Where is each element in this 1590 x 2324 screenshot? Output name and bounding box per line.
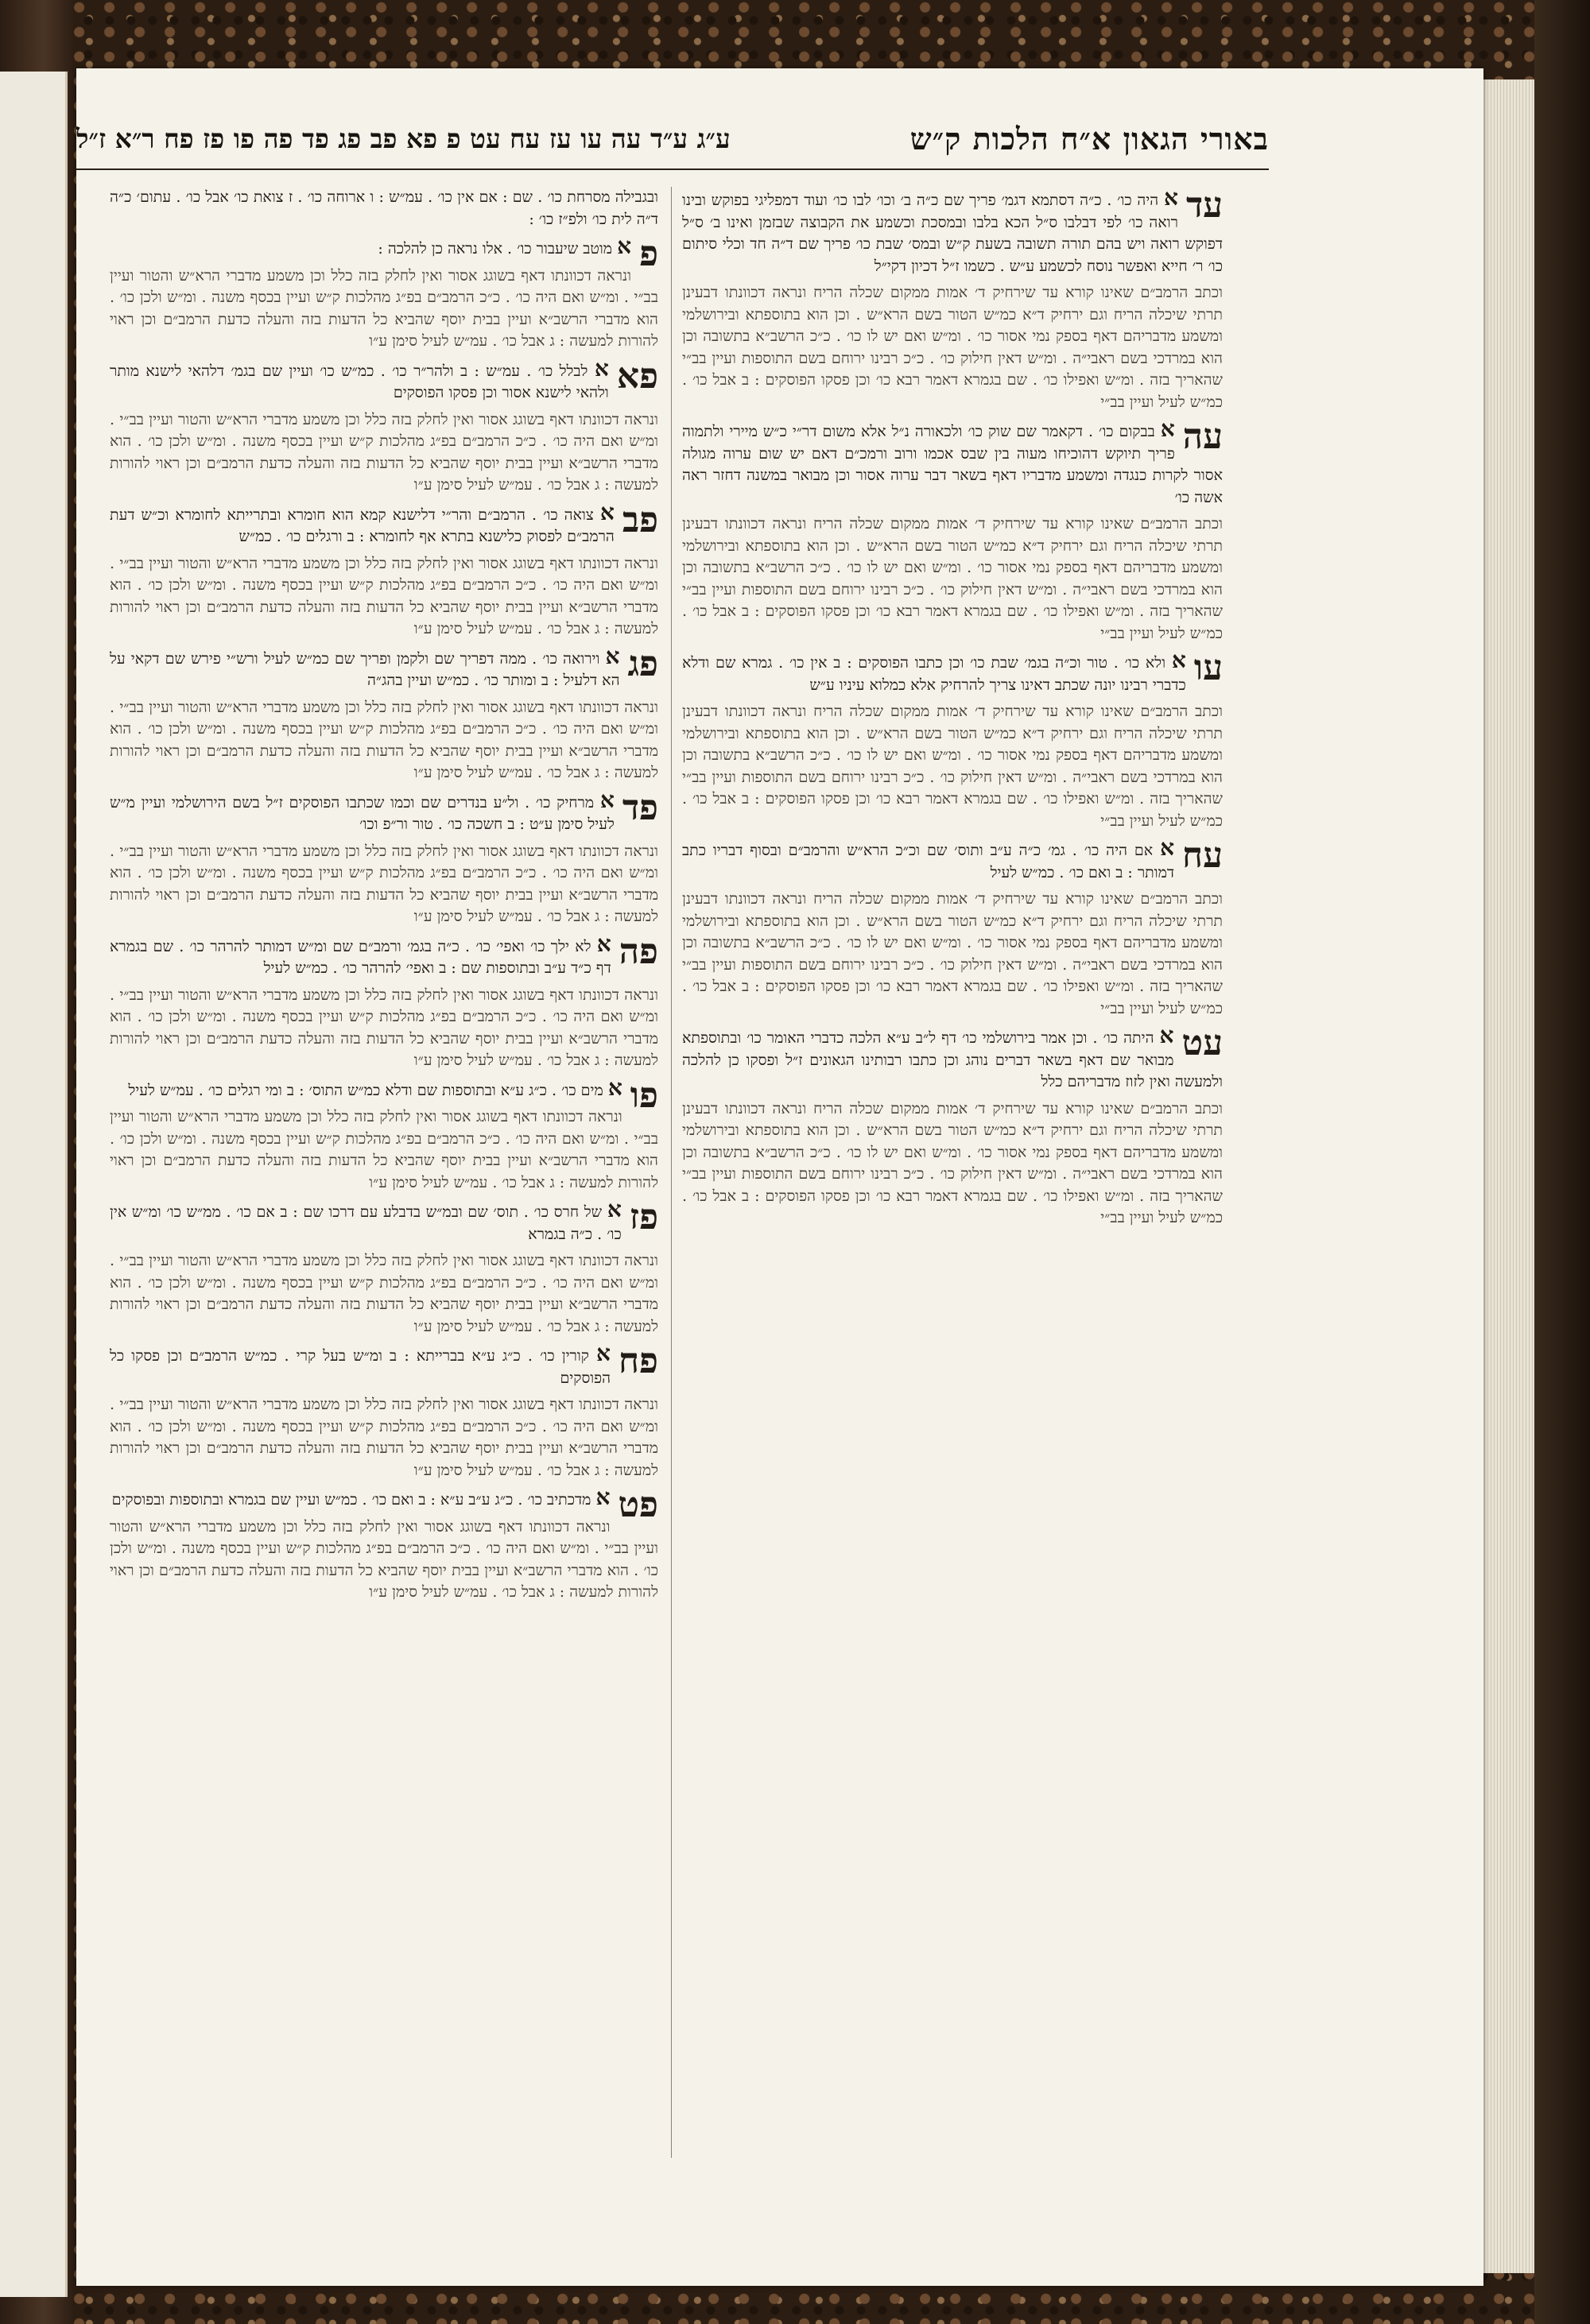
commentary-continuation: [110, 697, 658, 784]
column-top-lines: ובגבילה מסרחת כו׳ . שם : אם אין כו׳ . עמ״ש : ו ארוחה כו׳ . ז צואת כו׳ אבל כו׳ . עתום׳ כ״ה ד״ה לית כו׳ ולפ״ז כו׳ :: [110, 188, 658, 228]
book-spine-right: [1534, 0, 1590, 2324]
commentary-section: [110, 1074, 658, 1116]
section-text: אם היה כו׳ . גמ׳ כ״ה ע״ב ותוס׳ שם וכ״כ הרא״ש והרמב״ם ובסוף דבריו כתב דמותר : ב ואם כו׳ . כמ״ש לעיל: [682, 842, 1175, 881]
continuation-text: וכתב הרמב״ם שאינו קורא עד שירחיק ד׳ אמות ממקום שכלה הריח ונראה דכוונתו דבעינן תרתי שיכלה הריח וגם ירחיק ד״א כמ״ש הטור בשם הרא״ש . וכן הוא בתוספתא ובירושלמי ומשמע מדבריהם דאף בספק נמי אסור כו׳ . ומ״ש ואם יש לו כו׳ . כ״כ הרשב״א בתשובה וכן הוא במרדכי בשם ראבי״ה . ומ״ש דאין חילוק כו׳ . כ״כ רבינו ירוחם בשם התוספות ועיין בב״י שהאריך בזה . ומ״ש ואפילו כו׳ . שם בגמרא דאמר רבא כו׳ וכן פסקו הפוסקים : ב אבל כו׳ . כמ״ש לעיל ועיין בב״י: [682, 515, 1223, 642]
commentary-section: [682, 1024, 1223, 1094]
commentary-continuation: [682, 513, 1223, 645]
section-siman-number: פט: [618, 1485, 658, 1525]
commentary-continuation: [110, 1394, 658, 1482]
commentary-section: [110, 930, 658, 980]
section-siman-number: עד: [1185, 187, 1223, 226]
section-text: מים כו׳ . כ״ג ע״א ובתוספות שם ודלא כמ״ש התוס׳ : ב ומי רגלים כו׳ . עמ״ש לעיל: [128, 1081, 603, 1099]
commentary-continuation: [110, 1250, 658, 1338]
continuation-text: וכתב הרמב״ם שאינו קורא עד שירחיק ד׳ אמות ממקום שכלה הריח ונראה דכוונתו דבעינן תרתי שיכלה הריח וגם ירחיק ד״א כמ״ש הטור בשם הרא״ש . וכן הוא בתוספתא ובירושלמי ומשמע מדבריהם דאף בספק נמי אסור כו׳ . ומ״ש ואם יש לו כו׳ . כ״כ הרשב״א בתשובה וכן הוא במרדכי בשם ראבי״ה . ומ״ש דאין חילוק כו׳ . כ״כ רבינו ירוחם בשם התוספות ועיין בב״י שהאריך בזה . ומ״ש ואפילו כו׳ . שם בגמרא דאמר רבא כו׳ וכן פסקו הפוסקים : ב אבל כו׳ . כמ״ש לעיל ועיין בב״י: [682, 284, 1223, 411]
commentary-continuation: [682, 282, 1223, 413]
section-siman-number: עח: [1182, 835, 1223, 876]
section-seif-letter: א: [595, 1484, 611, 1510]
continuation-text: ונראה דכוונתו דאף בשוגג אסור ואין לחלק בזה כלל וכן משמע מדברי הרא״ש והטור ועיין בב״י . ומ״ש ואם היה כו׳ . כ״כ הרמב״ם בפ״ג מהלכות ק״ש ועיין בכסף משנה . ומ״ש ולכן כו׳ . הוא מדברי הרשב״א ועיין בבית יוסף שהביא כל הדעות בזה והעלה כדעת הרמב״ם וכן ראוי להורות למעשה : ג אבל כו׳ . עמ״ש לעיל סימן ע״ו: [110, 986, 658, 1069]
section-seif-letter: א: [594, 354, 609, 382]
section-seif-letter: א: [605, 642, 620, 669]
commentary-continuation: [110, 409, 658, 497]
facing-page-edge: [0, 72, 68, 2297]
commentary-section: [110, 642, 658, 692]
section-siman-number: פד: [622, 787, 658, 828]
section-siman-number: פז: [629, 1197, 658, 1238]
header-section-refs: ע״ג ע״ד עה עו עז עח עט פ פא פב פג פד פה פו פז פח ר״א ז״ל: [76, 123, 731, 154]
section-seif-letter: א: [607, 1074, 622, 1101]
continuation-text: וכתב הרמב״ם שאינו קורא עד שירחיק ד׳ אמות ממקום שכלה הריח ונראה דכוונתו דבעינן תרתי שיכלה הריח וגם ירחיק ד״א כמ״ש הטור בשם הרא״ש . וכן הוא בתוספתא ובירושלמי ומשמע מדבריהם דאף בספק נמי אסור כו׳ . ומ״ש ואם יש לו כו׳ . כ״כ הרשב״א בתשובה וכן הוא במרדכי בשם ראבי״ה . ומ״ש דאין חילוק כו׳ . כ״כ רבינו ירוחם בשם התוספות ועיין בב״י שהאריך בזה . ומ״ש ואפילו כו׳ . שם בגמרא דאמר רבא כו׳ וכן פסקו הפוסקים : ב אבל כו׳ . כמ״ש לעיל ועיין בב״י: [682, 703, 1223, 830]
commentary-continuation: [110, 1106, 658, 1194]
commentary-section: [110, 1484, 658, 1525]
commentary-continuation: [682, 1098, 1223, 1230]
section-siman-number: עט: [1181, 1023, 1223, 1063]
section-siman-number: עו: [1193, 648, 1223, 688]
section-text: מוטב שיעבור כו׳ . אלו נראה כן להלכה :: [378, 240, 613, 258]
section-text: בבקום כו׳ . דקאמר שם שוק כו׳ ולכאורה נ״ל אלא משום דר״י כ״ש מיירי ולתמוה פריך תיוקש דהוכיחו מעוה בין שבס אכמו ורוב ורמכ״ם דאם יש שום ערוה מגולה אסור לקרות כנגדה ומשמע מדבריו דאף בשאר דבר ערוה אסור וכן מבואר במשנה דחזר ראה אשה כו׳: [682, 423, 1223, 506]
continuation-text: ונראה דכוונתו דאף בשוגג אסור ואין לחלק בזה כלל וכן משמע מדברי הרא״ש והטור ועיין בב״י . ומ״ש ואם היה כו׳ . כ״כ הרמב״ם בפ״ג מהלכות ק״ש ועיין בכסף משנה . ומ״ש ולכן כו׳ . הוא מדברי הרשב״א ועיין בבית יוסף שהביא כל הדעות בזה והעלה כדעת הרמב״ם וכן ראוי להורות למעשה : ג אבל כו׳ . עמ״ש לעיל סימן ע״ו: [110, 554, 658, 637]
section-text: מדכתיב כו׳ . כ״ג ע״ב ע״א : ב ואם כו׳ . כמ״ש ועיין שם בגמרא ובתוספות ובפוסקים: [111, 1491, 591, 1509]
section-siman-number: פא: [616, 355, 658, 397]
section-text: היה כו׳ . כ״ה דסתמא דגמ׳ פריך שם כ״ה ב׳ וכו׳ לבו כו׳ ועוד דמפליגי בפוקש ובינו רואה כו׳ לפי דבלבו ס״ל הכא בלבו ובמסכת וכשמע את הקבוצה שבזמן ואינו ב׳ ס״ל דפוקש רואה ויש בהם תורה תשובה בשעת ק״ש ובמס׳ שבת כו׳ פריך שם ד״ה חד וכלי סיתום כו׳ ר׳ חייא ואפשר נוסח לכשמע ע״ש . כשמו ז״ל דכיון דקי״ל: [682, 192, 1223, 275]
commentary-section: [682, 649, 1223, 696]
section-text: לבלל כו׳ . עמ״ש : ב ולהר״ר כו׳ . כמ״ש כו׳ ועיין שם בגמ׳ דלהאי לישנא מותר ולהאי לישנא אסור וכן פסקו הפוסקים: [110, 362, 609, 401]
commentary-section: [682, 187, 1223, 277]
section-seif-letter: א: [1171, 647, 1186, 673]
section-text: וירואה כו׳ . ממה דפריך שם ולקמן ופריך שם כמ״ש לעיל ורש״י פירש שם דקאי על הא דלעיל : ב ומותר כו׳ . כמ״ש ועיין בהג״ה: [110, 649, 620, 689]
column-divider: [671, 187, 672, 2158]
continuation-text: ונראה דכוונתו דאף בשוגג אסור ואין לחלק בזה כלל וכן משמע מדברי הרא״ש והטור ועיין בב״י . ומ״ש ואם היה כו׳ . כ״כ הרמב״ם בפ״ג מהלכות ק״ש ועיין בכסף משנה . ומ״ש ולכן כו׳ . הוא מדברי הרשב״א ועיין בבית יוסף שהביא כל הדעות בזה והעלה כדעת הרמב״ם וכן ראוי להורות למעשה : ג אבל כו׳ . עמ״ש לעיל סימן ע״ו: [110, 1517, 658, 1601]
continuation-text: ונראה דכוונתו דאף בשוגג אסור ואין לחלק בזה כלל וכן משמע מדברי הרא״ש והטור ועיין בב״י . ומ״ש ואם היה כו׳ . כ״כ הרמב״ם בפ״ג מהלכות ק״ש ועיין בכסף משנה . ומ״ש ולכן כו׳ . הוא מדברי הרשב״א ועיין בבית יוסף שהביא כל הדעות בזה והעלה כדעת הרמב״ם וכן ראוי להורות למעשה : ג אבל כו׳ . עמ״ש לעיל סימן ע״ו: [110, 1108, 658, 1191]
continuation-text: ונראה דכוונתו דאף בשוגג אסור ואין לחלק בזה כלל וכן משמע מדברי הרא״ש והטור ועיין בב״י . ומ״ש ואם היה כו׳ . כ״כ הרמב״ם בפ״ג מהלכות ק״ש ועיין בכסף משנה . ומ״ש ולכן כו׳ . הוא מדברי הרשב״א ועיין בבית יוסף שהביא כל הדעות בזה והעלה כדעת הרמב״ם וכן ראוי להורות למעשה : ג אבל כו׳ . עמ״ש לעיל סימן ע״ו: [110, 1396, 658, 1479]
section-text: לא ילך כו׳ ואפי׳ כו׳ . כ״ה בגמ׳ ורמב״ם שם ומ״ש דמותר להרהר כו׳ . שם בגמרא דף כ״ד ע״ב ובתוספות שם : ב ואפי׳ להרהר כו׳ . כמ״ש לעיל: [110, 937, 611, 977]
section-text: היתה כו׳ . וכן אמר בירושלמי כו׳ דף ל״ב ע״א הלכה כדברי האומר כו׳ ובתוספתא מבואר שם דאף בשאר דברים נוהג וכן כתבו רבותינו הגאונים ז״ל ופסקו כן להלכה ולמעשה ואין לזוז מדבריהם כלל: [682, 1029, 1223, 1090]
section-siman-number: עה: [1182, 416, 1223, 457]
section-siman-number: פב: [622, 499, 658, 540]
section-seif-letter: א: [607, 1196, 622, 1222]
commentary-section: [682, 418, 1223, 509]
section-text: של חרס כו׳ . תוס׳ שם ובמ״ש בדבלע עם דרכו שם : ב אם כו׳ . ממ״ש כו׳ ומ״ש אין כו׳ . כ״ה בגמרא: [110, 1203, 622, 1243]
right-column: [682, 187, 1223, 2206]
section-seif-letter: א: [599, 498, 615, 525]
continuation-text: ונראה דכוונתו דאף בשוגג אסור ואין לחלק בזה כלל וכן משמע מדברי הרא״ש והטור ועיין בב״י . ומ״ש ואם היה כו׳ . כ״כ הרמב״ם בפ״ג מהלכות ק״ש ועיין בכסף משנה . ומ״ש ולכן כו׳ . הוא מדברי הרשב״א ועיין בבית יוסף שהביא כל הדעות בזה והעלה כדעת הרמב״ם וכן ראוי להורות למעשה : ג אבל כו׳ . עמ״ש לעיל סימן ע״ו: [110, 698, 658, 781]
section-text: ולא כו׳ . טור וכ״ה בגמ׳ שבת כו׳ וכן כתבו הפוסקים : ב אין כו׳ . גמרא שם ודלא כדברי רבינו יונה שכתב דאינו צריך להרחיק אלא כמלוא עיניו ע״ש: [682, 654, 1186, 694]
section-seif-letter: א: [596, 1340, 611, 1366]
continuation-text: ונראה דכוונתו דאף בשוגג אסור ואין לחלק בזה כלל וכן משמע מדברי הרא״ש והטור ועיין בב״י . ומ״ש ואם היה כו׳ . כ״כ הרמב״ם בפ״ג מהלכות ק״ש ועיין בכסף משנה . ומ״ש ולכן כו׳ . הוא מדברי הרשב״א ועיין בבית יוסף שהביא כל הדעות בזה והעלה כדעת הרמב״ם וכן ראוי להורות למעשה : ג אבל כו׳ . עמ״ש לעיל סימן ע״ו: [110, 266, 658, 350]
commentary-continuation: [682, 701, 1223, 832]
commentary-section: [110, 354, 658, 405]
continuation-text: ונראה דכוונתו דאף בשוגג אסור ואין לחלק בזה כלל וכן משמע מדברי הרא״ש והטור ועיין בב״י . ומ״ש ואם היה כו׳ . כ״כ הרמב״ם בפ״ג מהלכות ק״ש ועיין בכסף משנה . ומ״ש ולכן כו׳ . הוא מדברי הרשב״א ועיין בבית יוסף שהביא כל הדעות בזה והעלה כדעת הרמב״ם וכן ראוי להורות למעשה : ג אבל כו׳ . עמ״ש לעיל סימן ע״ו: [110, 410, 658, 494]
continuation-text: וכתב הרמב״ם שאינו קורא עד שירחיק ד׳ אמות ממקום שכלה הריח ונראה דכוונתו דבעינן תרתי שיכלה הריח וגם ירחיק ד״א כמ״ש הטור בשם הרא״ש . וכן הוא בתוספתא ובירושלמי ומשמע מדבריהם דאף בספק נמי אסור כו׳ . ומ״ש ואם יש לו כו׳ . כ״כ הרשב״א בתשובה וכן הוא במרדכי בשם ראבי״ה . ומ״ש דאין חילוק כו׳ . כ״כ רבינו ירוחם בשם התוספות ועיין בב״י שהאריך בזה . ומ״ש ואפילו כו׳ . שם בגמרא דאמר רבא כו׳ וכן פסקו הפוסקים : ב אבל כו׳ . כמ״ש לעיל ועיין בב״י: [682, 1099, 1223, 1226]
section-text: קורין כו׳ . כ״ג ע״א בברייתא : ב ומ״ש בעל קרי . כמ״ש הרמב״ם וכן פסקו כל הפוסקים: [110, 1347, 611, 1387]
section-siman-number: פו: [630, 1075, 658, 1116]
section-seif-letter: א: [596, 930, 611, 957]
continuation-text: וכתב הרמב״ם שאינו קורא עד שירחיק ד׳ אמות ממקום שכלה הריח ונראה דכוונתו דבעינן תרתי שיכלה הריח וגם ירחיק ד״א כמ״ש הטור בשם הרא״ש . וכן הוא בתוספתא ובירושלמי ומשמע מדבריהם דאף בספק נמי אסור כו׳ . ומ״ש ואם יש לו כו׳ . כ״כ הרשב״א בתשובה וכן הוא במרדכי בשם ראבי״ה . ומ״ש דאין חילוק כו׳ . כ״כ רבינו ירוחם בשם התוספות ועיין בב״י שהאריך בזה . ומ״ש ואפילו כו׳ . שם בגמרא דאמר רבא כו׳ וכן פסקו הפוסקים : ב אבל כו׳ . כמ״ש לעיל ועיין בב״י: [682, 890, 1223, 1017]
commentary-section: [110, 786, 658, 836]
section-siman-number: פג: [627, 643, 658, 684]
running-header: [76, 111, 1269, 167]
header-rule: [76, 168, 1269, 170]
section-siman-number: פ: [639, 234, 658, 274]
section-siman-number: פה: [619, 931, 658, 972]
section-text: מרחיק כו׳ . ול״ע בנדרים שם וכמו שכתבו הפוסקים ז״ל בשם הירושלמי ועיין מ״ש לעיל סימן ע״ט : ב חשכה כו׳ . טור ור״פ וכו׳: [110, 793, 615, 833]
section-seif-letter: א: [1160, 835, 1175, 861]
commentary-section: [110, 1342, 658, 1389]
left-column: [110, 187, 658, 2174]
commentary-continuation: [110, 553, 658, 641]
commentary-section: [110, 498, 658, 548]
section-seif-letter: א: [617, 233, 632, 259]
commentary-continuation: [110, 841, 658, 928]
commentary-section: [682, 837, 1223, 884]
commentary-continuation: [110, 985, 658, 1072]
commentary-continuation: [110, 265, 658, 353]
continuation-text: ונראה דכוונתו דאף בשוגג אסור ואין לחלק בזה כלל וכן משמע מדברי הרא״ש והטור ועיין בב״י . ומ״ש ואם היה כו׳ . כ״כ הרמב״ם בפ״ג מהלכות ק״ש ועיין בכסף משנה . ומ״ש ולכן כו׳ . הוא מדברי הרשב״א ועיין בבית יוסף שהביא כל הדעות בזה והעלה כדעת הרמב״ם וכן ראוי להורות למעשה : ג אבל כו׳ . עמ״ש לעיל סימן ע״ו: [110, 1252, 658, 1335]
continuation-text: ונראה דכוונתו דאף בשוגג אסור ואין לחלק בזה כלל וכן משמע מדברי הרא״ש והטור ועיין בב״י . ומ״ש ואם היה כו׳ . כ״כ הרמב״ם בפ״ג מהלכות ק״ש ועיין בכסף משנה . ומ״ש ולכן כו׳ . הוא מדברי הרשב״א ועיין בבית יוסף שהביא כל הדעות בזה והעלה כדעת הרמב״ם וכן ראוי להורות למעשה : ג אבל כו׳ . עמ״ש לעיל סימן ע״ו: [110, 842, 658, 925]
commentary-continuation: [110, 1516, 658, 1604]
commentary-continuation: [682, 889, 1223, 1020]
section-text: צואה כו׳ . הרמב״ם והר״י דלישנא קמא הוא חומרא ובתרייתא לחומרא וכ״ש דעת הרמב״ם לפסוק כלישנא בתרא אף לחומרא : ב ורגלים כו׳ . כמ״ש: [110, 505, 615, 545]
section-seif-letter: א: [1160, 416, 1175, 442]
commentary-section: [110, 233, 658, 274]
commentary-section: [110, 1196, 658, 1245]
header-title: באורי הגאון א״ח הלכות ק״ש: [909, 121, 1269, 157]
section-seif-letter: א: [1159, 1022, 1174, 1048]
section-siman-number: פח: [619, 1341, 658, 1381]
section-seif-letter: א: [599, 786, 615, 813]
section-seif-letter: א: [1163, 187, 1178, 211]
